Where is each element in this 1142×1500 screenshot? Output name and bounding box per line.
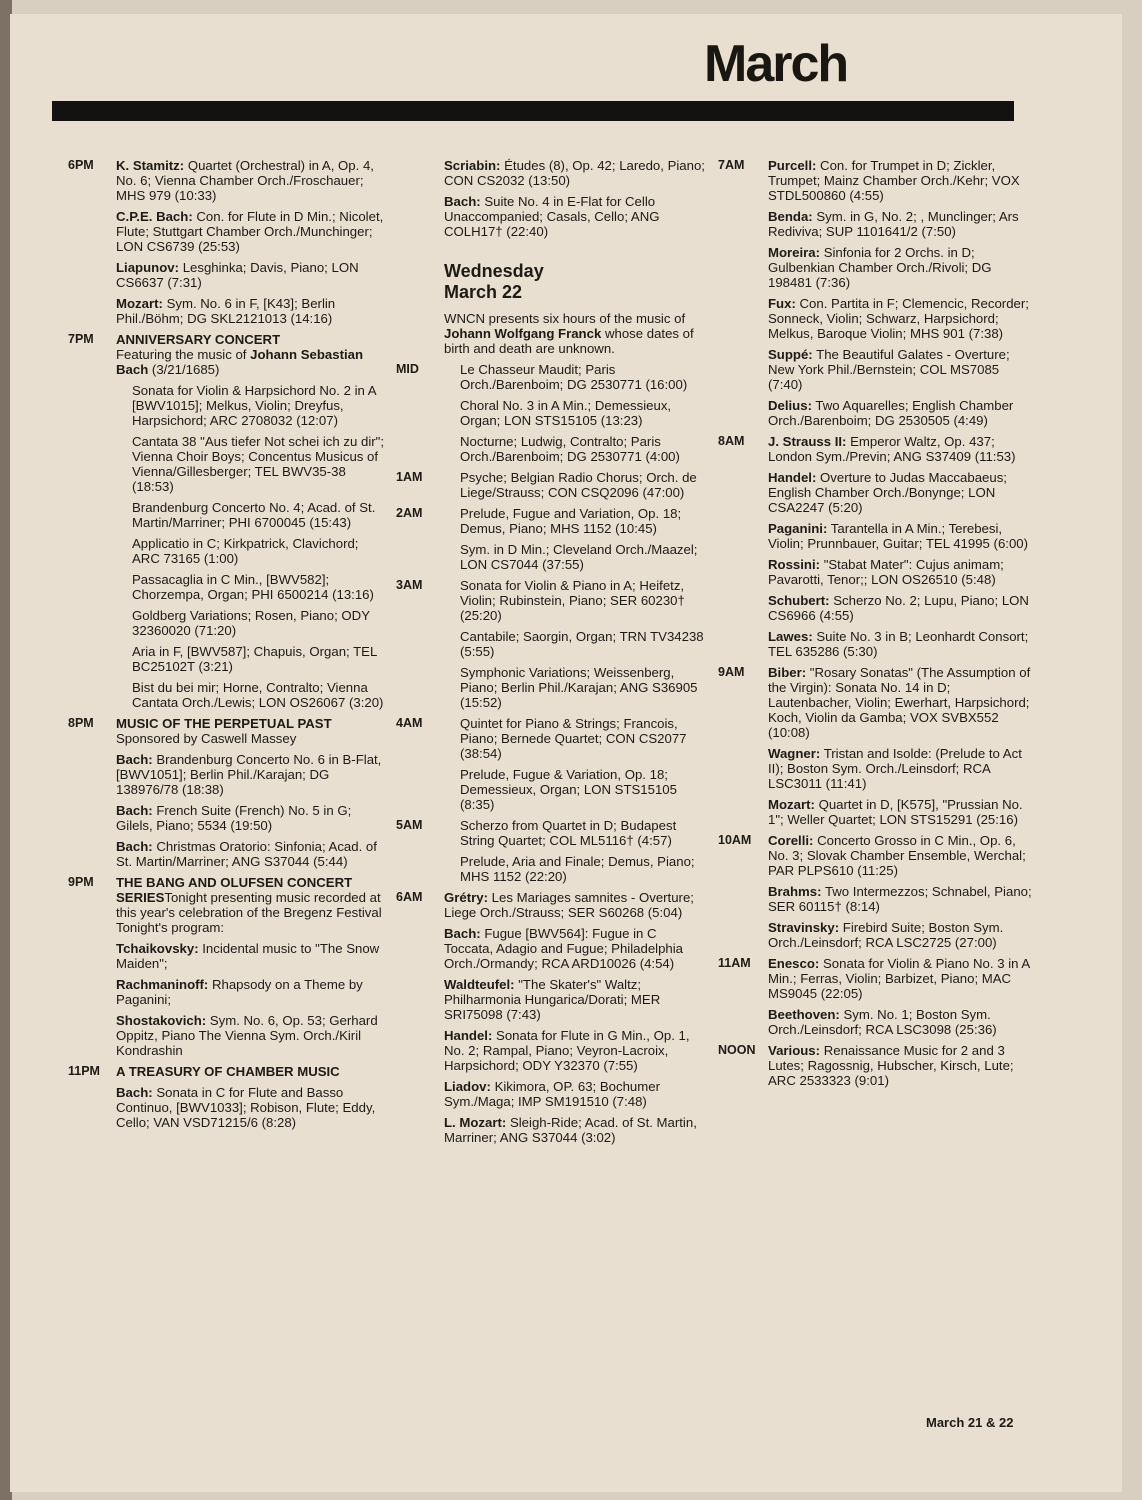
program-entry (444, 1079, 706, 1109)
composer-name: Bach: (444, 194, 481, 209)
program-details: Sym. No. 1; Boston Sym. Orch./Leinsdorf; RCA LSC3098 (25:36) (768, 1007, 997, 1037)
time-slot (396, 506, 706, 572)
page-title: March (704, 35, 848, 93)
program-details: "Rosary Sonatas" (The Assumption of the Virgin): Sonata No. 14 in D; Lautenbacher, Violin; Ewerhart, Harpsichord; Koch, Violin da Gamba; VOX SVBX552 (10:08) (768, 665, 1031, 740)
time-slot (718, 434, 1034, 659)
program-entry (768, 557, 1034, 587)
program-entry (116, 839, 386, 869)
program-details: Sym. in G, No. 2; , Munclinger; Ars Rediviva; SUP 1101641/2 (7:50) (768, 209, 1019, 239)
program-details: Two Aquarelles; English Chamber Orch./Barenboim; DG 2530505 (4:49) (768, 398, 1014, 428)
program-entry (116, 434, 386, 494)
program-entry (116, 572, 386, 602)
program-details: "The Skater's" Waltz; Philharmonia Hungarica/Dorati; MER SRI75098 (7:43) (444, 977, 661, 1022)
program-details: Prelude, Fugue & Variation, Op. 18; Demessieux, Organ; LON STS15105 (8:35) (460, 767, 677, 812)
time-label: 2AM (396, 506, 423, 520)
featured-composer: Johann Sebastian Bach (116, 347, 364, 377)
continued-programs (396, 158, 706, 239)
program-entry (116, 1085, 386, 1130)
header-rule (52, 101, 1014, 121)
program-entry (116, 296, 386, 326)
composer-name: Shostakovich: (116, 1013, 207, 1028)
program-details: Symphonic Variations; Weissenberg, Piano; Berlin Phil./Karajan; ANG S36905 (15:52) (460, 665, 698, 710)
composer-name: Waldteufel: (444, 977, 515, 992)
program-entry (444, 542, 706, 572)
program-entry (116, 752, 386, 797)
program-entry (116, 803, 386, 833)
program-entry (444, 362, 706, 392)
time-label: 7PM (68, 332, 94, 346)
program-details: The Beautiful Galates - Overture; New York Phil./Bernstein; COL MS7085 (7:40) (768, 347, 1010, 392)
time-slot (718, 665, 1034, 827)
program-details: Sym. No. 6 in F, [K43]; Berlin Phil./Böhm; DG SKL2121013 (14:16) (116, 296, 336, 326)
series-title: A TREASURY OF CHAMBER MUSIC (116, 1064, 340, 1079)
program-details: Applicatio in C; Kirkpatrick, Clavichord; ARC 73165 (1:00) (132, 536, 359, 566)
composer-name: Delius: (768, 398, 812, 413)
composer-name: Tchaikovsky: (116, 941, 199, 956)
program-entry (768, 209, 1034, 239)
time-slot (396, 890, 706, 1145)
program-details: Con. for Trumpet in D; Zickler, Trumpet; Mainz Chamber Orch./Kehr; VOX STDL500860 (4:55) (768, 158, 1020, 203)
program-entry (768, 1007, 1034, 1037)
program-entry (768, 470, 1034, 515)
schedule-column-3 (718, 158, 1034, 1094)
composer-name: L. Mozart: (444, 1115, 507, 1130)
composer-name: Enesco: (768, 956, 820, 971)
composer-name: Brahms: (768, 884, 822, 899)
time-label: 8PM (68, 716, 94, 730)
time-label: 11AM (718, 956, 751, 970)
program-entry (768, 797, 1034, 827)
program-details: Goldberg Variations; Rosen, Piano; ODY 32360020 (71:20) (132, 608, 370, 638)
program-details: Con. for Flute in D Min.; Nicolet, Flute; Stuttgart Chamber Orch./Munchinger; LON CS6739 (25:53) (116, 209, 384, 254)
composer-name: Schubert: (768, 593, 830, 608)
time-slot (718, 1043, 1034, 1088)
time-slot (68, 1064, 386, 1130)
time-label: NOON (718, 1043, 756, 1057)
program-details: Sym. in D Min.; Cleveland Orch./Maazel; LON CS7044 (37:55) (460, 542, 698, 572)
program-entry (444, 470, 706, 500)
program-entry (116, 209, 386, 254)
time-label: 1AM (396, 470, 423, 484)
composer-name: Various: (768, 1043, 821, 1058)
composer-name: Bach: (116, 803, 153, 818)
program-entry (116, 158, 386, 203)
program-details: "Stabat Mater": Cujus animam; Pavarotti, Tenor;; LON OS26510 (5:48) (768, 557, 1004, 587)
time-slot (396, 470, 706, 500)
program-details: Passacaglia in C Min., [BWV582]; Chorzempa, Organ; PHI 6500214 (13:16) (132, 572, 374, 602)
composer-name: J. Strauss II: (768, 434, 847, 449)
program-details: Concerto Grosso in C Min., Op. 6, No. 3; Slovak Chamber Ensemble, Werchal; PAR PLPS610 (11:25) (768, 833, 1026, 878)
page-footer: March 21 & 22 (926, 1415, 1014, 1430)
time-slot (396, 818, 706, 884)
program-entry (444, 629, 706, 659)
program-entry (116, 644, 386, 674)
program-entry (444, 158, 706, 188)
program-details: Les Mariages samnites - Overture; Liege Orch./Strauss; SER S60268 (5:04) (444, 890, 694, 920)
composer-name: Beethoven: (768, 1007, 840, 1022)
composer-name: Bach: (444, 926, 481, 941)
program-details: Sonata for Violin & Harpsichord No. 2 in A [BWV1015]; Melkus, Violin; Dreyfus, Harpsichord; ARC 2708032 (12:07) (132, 383, 376, 428)
program-details: Prelude, Fugue and Variation, Op. 18; Demus, Piano; MHS 1152 (10:45) (460, 506, 682, 536)
program-entry (768, 347, 1034, 392)
program-details: French Suite (French) No. 5 in G; Gilels, Piano; 5534 (19:50) (116, 803, 352, 833)
program-entry (768, 1043, 1034, 1088)
program-entry (768, 398, 1034, 428)
program-entry (768, 158, 1034, 203)
composer-name: Purcell: (768, 158, 817, 173)
program-entry (444, 398, 706, 428)
program-details: Sonata for Violin & Piano No. 3 in A Min.; Ferras, Violin; Barbizet, Piano; MAC MS9045 (22:05) (768, 956, 1030, 1001)
program-entry (444, 890, 706, 920)
program-details: Rhapsody on a Theme by Paganini; (116, 977, 363, 1007)
program-entry (768, 920, 1034, 950)
time-label: 10AM (718, 833, 752, 847)
program-entry (444, 818, 706, 848)
program-entry (444, 1028, 706, 1073)
day-date: March 22 (444, 282, 523, 302)
time-slot (718, 833, 1034, 950)
time-label: 9AM (718, 665, 745, 679)
day-intro-tail: whose dates of birth and death are unknown. (444, 326, 694, 356)
program-entry (444, 1115, 706, 1145)
composer-name: Fux: (768, 296, 796, 311)
composer-name: Stravinsky: (768, 920, 840, 935)
composer-name: Mozart: (768, 797, 815, 812)
program-entry (768, 296, 1034, 341)
program-entry (444, 665, 706, 710)
time-slot (718, 956, 1034, 1037)
program-details: Brandenburg Concerto No. 4; Acad. of St. Martin/Marriner; PHI 6700045 (15:43) (132, 500, 376, 530)
program-entry (444, 578, 706, 623)
program-details: Fugue [BWV564]: Fugue in C Toccata, Adagio and Fugue; Philadelphia Orch./Ormandy; RCA ARD10026 (4:54) (444, 926, 684, 971)
time-label: 5AM (396, 818, 423, 832)
time-label: 11PM (68, 1064, 100, 1078)
program-details: Le Chasseur Maudit; Paris Orch./Barenboim; DG 2530771 (16:00) (460, 362, 688, 392)
composer-name: Lawes: (768, 629, 813, 644)
program-entry (444, 194, 706, 239)
program-details: Renaissance Music for 2 and 3 Lutes; Ragossnig, Hubscher, Kirsch, Lute; ARC 2533323 (9:01) (768, 1043, 1014, 1088)
schedule-column-1 (68, 158, 386, 1136)
time-slot (68, 716, 386, 869)
program-entry (116, 941, 386, 971)
program-heading (116, 875, 386, 935)
program-details: Bist du bei mir; Horne, Contralto; Vienna Cantata Orch./Lewis; LON OS26067 (3:20) (132, 680, 384, 710)
program-entry (768, 665, 1034, 740)
program-details: Firebird Suite; Boston Sym. Orch./Leinsdorf; RCA LSC2725 (27:00) (768, 920, 1004, 950)
series-intro: Sponsored by Caswell Massey (116, 731, 297, 746)
program-details: Sinfonia for 2 Orchs. in D; Gulbenkian Chamber Orch./Rivoli; DG 198481 (7:36) (768, 245, 992, 290)
composer-name: Handel: (768, 470, 817, 485)
program-entry (116, 680, 386, 710)
program-entry (768, 956, 1034, 1001)
time-slot (396, 362, 706, 464)
composer-name: Bach: (116, 752, 153, 767)
time-slot (718, 158, 1034, 428)
series-note: Tonight presenting music recorded at this year's celebration of the Bregenz Festival Tonight's program: (116, 890, 382, 935)
program-details: Overture to Judas Maccabaeus; English Chamber Orch./Bonynge; LON CSA2247 (5:20) (768, 470, 1007, 515)
program-details: Cantata 38 "Aus tiefer Not schei ich zu dir"; Vienna Choir Boys; Concentus Musicus of Vienna/Gillesberger; TEL BWV35-38 (18:53) (132, 434, 384, 494)
composer-name: Rossini: (768, 557, 821, 572)
composer-name: Moreira: (768, 245, 821, 260)
time-label: MID (396, 362, 419, 376)
program-details: Tarantella in A Min.; Terebesi, Violin; Prunnbauer, Guitar; TEL 41995 (6:00) (768, 521, 1029, 551)
day-section (396, 261, 706, 356)
program-details: Aria in F, [BWV587]; Chapuis, Organ; TEL BC25102T (3:21) (132, 644, 377, 674)
time-label: 3AM (396, 578, 423, 592)
composer-name: Corelli: (768, 833, 814, 848)
program-details: Études (8), Op. 42; Laredo, Piano; CON CS2032 (13:50) (444, 158, 705, 188)
program-details: Con. Partita in F; Clemencic, Recorder; Sonneck, Violin; Schwarz, Harpsichord; Melkus, Baroque Violin; MHS 901 (7:38) (768, 296, 1029, 341)
day-intro (444, 311, 706, 356)
series-title: MUSIC OF THE PERPETUAL PAST (116, 716, 332, 731)
program-details: Lesghinka; Davis, Piano; LON CS6637 (7:31) (116, 260, 359, 290)
program-entry (444, 854, 706, 884)
program-details: Psyche; Belgian Radio Chorus; Orch. de Liege/Strauss; CON CSQ2096 (47:00) (460, 470, 697, 500)
time-label: 6AM (396, 890, 423, 904)
program-entry (116, 536, 386, 566)
program-heading (116, 716, 386, 746)
program-entry (768, 245, 1034, 290)
time-label: 7AM (718, 158, 745, 172)
series-intro: Featuring the music of (116, 347, 247, 362)
program-details: Sleigh-Ride; Acad. of St. Martin, Marriner; ANG S37044 (3:02) (444, 1115, 697, 1145)
time-slot (396, 716, 706, 812)
time-slot (68, 158, 386, 326)
composer-name: Benda: (768, 209, 813, 224)
composer-name: Bach: (116, 839, 153, 854)
program-entry (444, 434, 706, 464)
composer-name: Paganini: (768, 521, 828, 536)
program-entry (116, 608, 386, 638)
program-entry (768, 746, 1034, 791)
program-entry (116, 383, 386, 428)
composer-name: Biber: (768, 665, 807, 680)
program-details: Kikimora, OP. 63; Bochumer Sym./Maga; IMP SM191510 (7:48) (444, 1079, 660, 1109)
program-details: Sonata for Flute in G Min., Op. 1, No. 2; Rampal, Piano; Veyron-Lacroix, Harpsichord; ODY Y32370 (7:55) (444, 1028, 690, 1073)
program-entry (768, 629, 1034, 659)
program-details: Quintet for Piano & Strings; Francois, Piano; Bernede Quartet; CON CS2077 (38:54) (460, 716, 687, 761)
program-details: Prelude, Aria and Finale; Demus, Piano; MHS 1152 (22:20) (460, 854, 695, 884)
program-entry (768, 593, 1034, 623)
composer-name: K. Stamitz: (116, 158, 185, 173)
program-details: Quartet in D, [K575], "Prussian No. 1"; Weller Quartet; LON STS15291 (25:16) (768, 797, 1023, 827)
time-label: 9PM (68, 875, 94, 889)
program-details: Scherzo No. 2; Lupu, Piano; LON CS6966 (4:55) (768, 593, 1029, 623)
program-details: Sonata in C for Flute and Basso Continuo, [BWV1033]; Robison, Flute; Eddy, Cello; VAN VSD71215/6 (8:28) (116, 1085, 376, 1130)
day-intro-text: WNCN presents six hours of the music of (444, 311, 686, 326)
program-details: Choral No. 3 in A Min.; Demessieux, Organ; LON STS15105 (13:23) (460, 398, 672, 428)
program-entry (768, 884, 1034, 914)
day-heading (444, 261, 706, 303)
program-details: Brandenburg Concerto No. 6 in B-Flat, [BWV1051]; Berlin Phil./Karajan; DG 138976/78 (18:38) (116, 752, 382, 797)
composer-name: C.P.E. Bach: (116, 209, 193, 224)
composer-name: Suppé: (768, 347, 813, 362)
composer-name: Scriabin: (444, 158, 501, 173)
series-title: THE BANG AND OLUFSEN CONCERT SERIES (116, 875, 353, 905)
program-details: Emperor Waltz, Op. 437; London Sym./Previn; ANG S37409 (11:53) (768, 434, 1016, 464)
program-entry (444, 506, 706, 536)
time-slot (68, 332, 386, 710)
program-entry (768, 521, 1034, 551)
program-heading (116, 332, 386, 377)
program-entry (116, 260, 386, 290)
schedule-column-2 (396, 158, 706, 1151)
time-label: 8AM (718, 434, 745, 448)
composer-name: Handel: (444, 1028, 493, 1043)
day-intro-composer: Johann Wolfgang Franck (444, 326, 602, 341)
series-title: ANNIVERSARY CONCERT (116, 332, 281, 347)
program-details: Cantabile; Saorgin, Organ; TRN TV34238 (5:55) (460, 629, 704, 659)
program-details: Sonata for Violin & Piano in A; Heifetz, Violin; Rubinstein, Piano; SER 60230† (25:20) (460, 578, 685, 623)
program-details: Quartet (Orchestral) in A, Op. 4, No. 6; Vienna Chamber Orch./Froschauer; MHS 979 (10:33) (116, 158, 374, 203)
program-entry (768, 833, 1034, 878)
composer-name: Mozart: (116, 296, 163, 311)
program-entry (116, 500, 386, 530)
day-name: Wednesday (444, 261, 544, 281)
composer-name: Grétry: (444, 890, 488, 905)
composer-name: Liadov: (444, 1079, 491, 1094)
program-entry (444, 767, 706, 812)
time-label: 6PM (68, 158, 94, 172)
composer-name: Wagner: (768, 746, 821, 761)
program-details: Two Intermezzos; Schnabel, Piano; SER 60115† (8:14) (768, 884, 1032, 914)
program-entry (116, 977, 386, 1007)
program-details: Nocturne; Ludwig, Contralto; Paris Orch./Barenboim; DG 2530771 (4:00) (460, 434, 680, 464)
program-heading (116, 1064, 386, 1079)
program-details: Suite No. 4 in E-Flat for Cello Unaccompanied; Casals, Cello; ANG COLH17† (22:40) (444, 194, 660, 239)
time-label: 4AM (396, 716, 423, 730)
program-details: Incidental music to "The Snow Maiden"; (116, 941, 380, 971)
composer-name: Bach: (116, 1085, 153, 1100)
featured-dates: (3/21/1685) (151, 362, 220, 377)
composer-name: Rachmaninoff: (116, 977, 209, 992)
program-details: Scherzo from Quartet in D; Budapest String Quartet; COL ML5116† (4:57) (460, 818, 677, 848)
program-details: Sym. No. 6, Op. 53; Gerhard Oppitz, Piano The Vienna Sym. Orch./Kiril Kondrashin (116, 1013, 378, 1058)
program-entry (768, 434, 1034, 464)
program-entry (444, 977, 706, 1022)
program-entry (444, 716, 706, 761)
time-slot (68, 875, 386, 1058)
program-details: Suite No. 3 in B; Leonhardt Consort; TEL 635286 (5:30) (768, 629, 1029, 659)
composer-name: Liapunov: (116, 260, 180, 275)
program-details: Christmas Oratorio: Sinfonia; Acad. of St. Martin/Marriner; ANG S37044 (5:44) (116, 839, 377, 869)
program-details: Tristan and Isolde: (Prelude to Act II); Boston Sym. Orch./Leinsdorf; RCA LSC3011 (11:41) (768, 746, 1022, 791)
time-slot (396, 578, 706, 710)
program-entry (116, 1013, 386, 1058)
program-entry (444, 926, 706, 971)
